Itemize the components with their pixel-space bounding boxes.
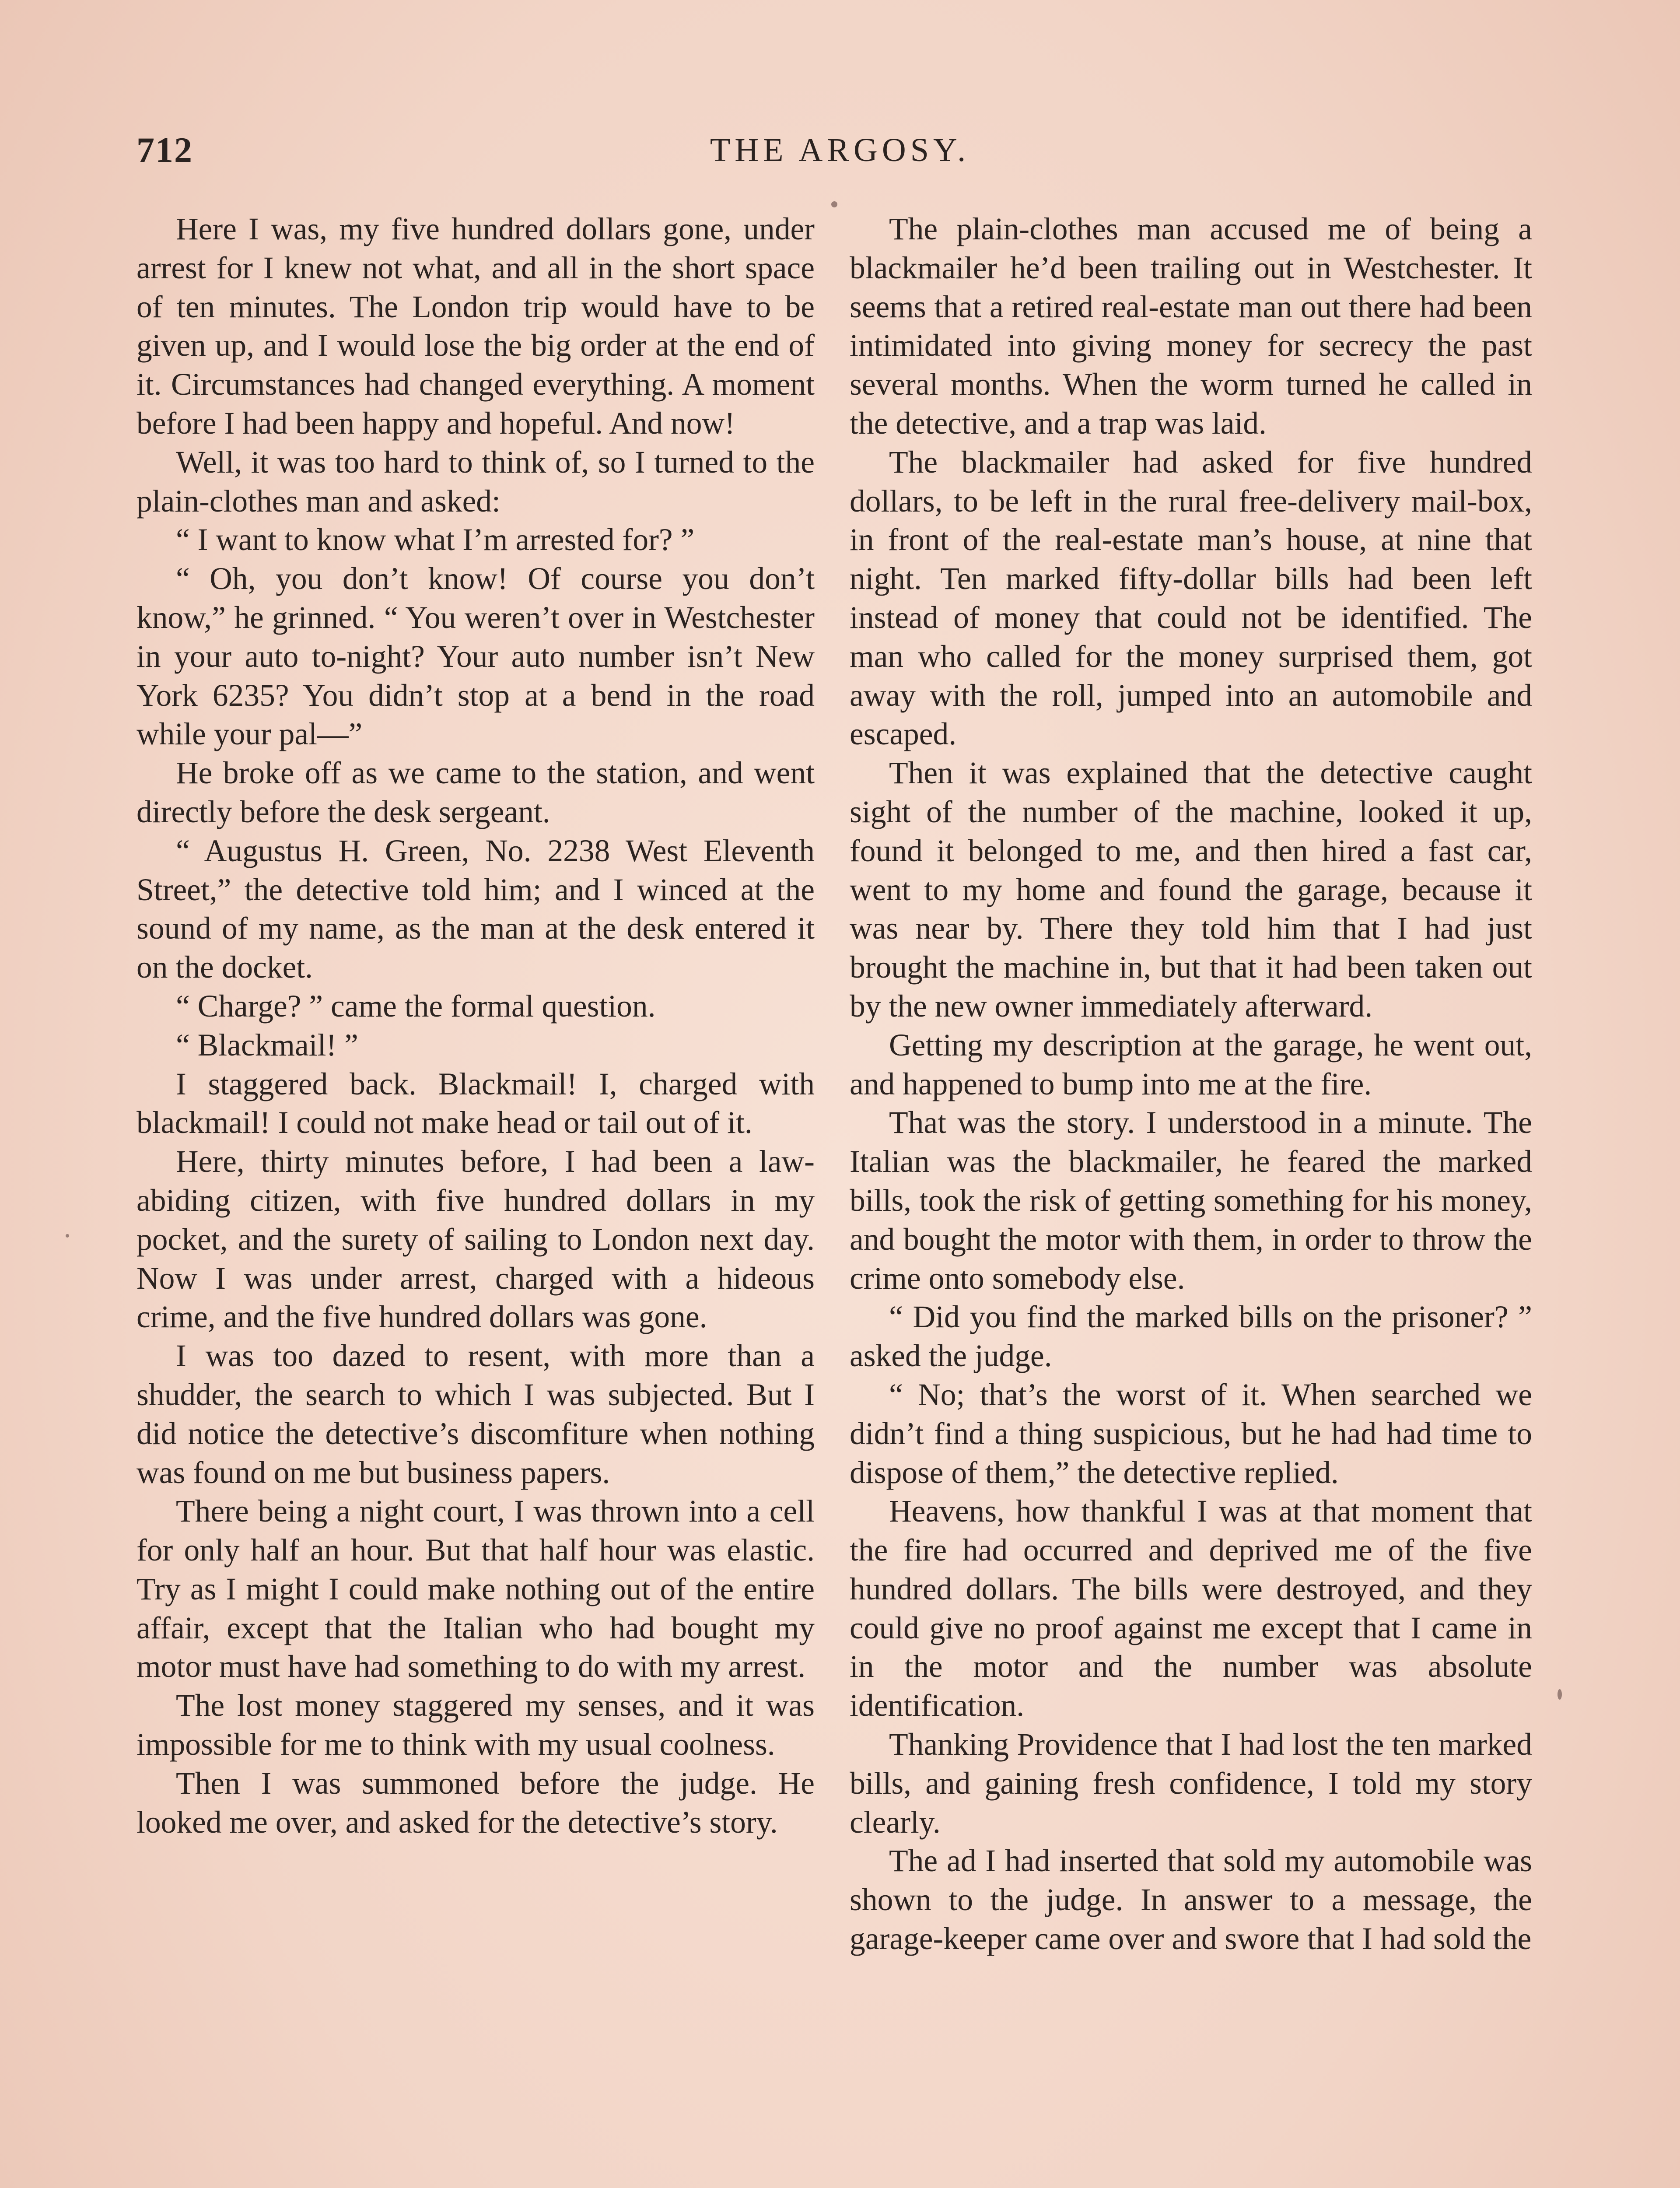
paper-speck <box>831 201 837 207</box>
right-column <box>850 210 1532 1959</box>
paragraph: “ No; that’s the worst of it. When searched we didn’t find a thing suspicious, but he had had time to dispose of them,” the detective replied. <box>850 1377 1532 1490</box>
paragraph: Thanking Providence that I had lost the ten marked bills, and gaining fresh confidence, I told my story clearly. <box>850 1727 1532 1840</box>
running-title: THE ARGOSY. <box>710 132 970 168</box>
page-number: 712 <box>136 130 193 170</box>
paragraph: The blackmailer had asked for five hundred dollars, to be left in the rural free-delivery mail-box, in front of the real-estate man’s house, at nine that night. Ten marked fifty-dollar bills had been left instead of money that could not be identified. The man who called for the money surprised them, got away with the roll, jumped into an automobile and escaped. <box>850 445 1532 752</box>
paragraph: “ Did you find the marked bills on the prisoner? ” asked the judge. <box>850 1300 1532 1374</box>
paragraph: I was too dazed to resent, with more than a shudder, the search to which I was subjected. But I did notice the detective’s discomfiture when nothing was found on me but business papers. <box>136 1339 815 1490</box>
paragraph: “ Augustus H. Green, No. 2238 West Eleventh Street,” the detective told him; and I winced at the sound of my name, as the man at the desk entered it on the docket. <box>136 833 815 985</box>
paragraph: “ Charge? ” came the formal question. <box>176 989 656 1024</box>
paragraph: “ I want to know what I’m arrested for? ” <box>176 522 695 558</box>
paragraph: That was the story. I understood in a minute. The Italian was the blackmailer, he feared the marked bills, took the risk of getting something for his money, and bought the motor with them, in order to throw the crime onto somebody else. <box>850 1105 1532 1296</box>
paragraph: He broke off as we came to the station, and went directly before the desk sergeant. <box>136 756 815 829</box>
paper-speck <box>66 1234 69 1238</box>
paragraph: I staggered back. Blackmail! I, charged with blackmail! I could not make head or tail out of it. <box>136 1066 815 1140</box>
paragraph: There being a night court, I was thrown into a cell for only half an hour. But that half hour was elastic. Try as I might I could make nothing out of the entire affair, except that the Italian who had bought my motor must have had something to do with my arrest. <box>136 1494 815 1684</box>
paragraph: Then it was explained that the detective caught sight of the number of the machine, looked it up, found it belonged to me, and then hired a fast car, went to my home and found the garage, because it was near by. There they told him that I had just brought the machine in, but that it had been taken out by the new owner immediately afterward. <box>850 756 1532 1024</box>
paragraph: Then I was summoned before the judge. He looked me over, and asked for the detective’s story. <box>136 1766 815 1840</box>
paper-speck <box>1558 1689 1562 1700</box>
paragraph: The lost money staggered my senses, and it was impossible for me to think with my usual coolness. <box>136 1688 815 1762</box>
paragraph: The ad I had inserted that sold my automobile was shown to the judge. In answer to a message, the garage-keeper came over and swore that I had sold the <box>850 1844 1532 1957</box>
paragraph: The plain-clothes man accused me of being a blackmailer he’d been trailing out in Westchester. It seems that a retired real-estate man out there had been intimidated into giving money for secrecy the past several months. When the worm turned he called in the detective, and a trap was laid. <box>850 212 1532 441</box>
paragraph: Getting my description at the garage, he went out, and happened to bump into me at the fire. <box>850 1027 1532 1101</box>
paragraph: “ Oh, you don’t know! Of course you don’t know,” he grinned. “ You weren’t over in Westchester in your auto to-night? Your auto number isn’t New York 6235? You didn’t stop at a bend in the road while your pal—” <box>136 561 815 752</box>
paragraph: Heavens, how thankful I was at that moment that the fire had occurred and deprived me of the five hundred dollars. The bills were destroyed, and they could give no proof against me except that I came in in the motor and the number was absolute identification. <box>850 1494 1532 1723</box>
paragraph: “ Blackmail! ” <box>176 1027 358 1062</box>
paragraph: Here I was, my five hundred dollars gone, under arrest for I knew not what, and all in the short space of ten minutes. The London trip would have to be given up, and I would lose the big order at the end of it. Circumstances had changed everything. A moment before I had been happy and hopeful. And now! <box>136 212 815 441</box>
left-column <box>136 210 815 1842</box>
paragraph: Here, thirty minutes before, I had been a law-abiding citizen, with five hundred dollars in my pocket, and the surety of sailing to London next day. Now I was under arrest, charged with a hideous crime, and the five hundred dollars was gone. <box>136 1144 815 1335</box>
paragraph: Well, it was too hard to think of, so I turned to the plain-clothes man and asked: <box>136 445 815 519</box>
